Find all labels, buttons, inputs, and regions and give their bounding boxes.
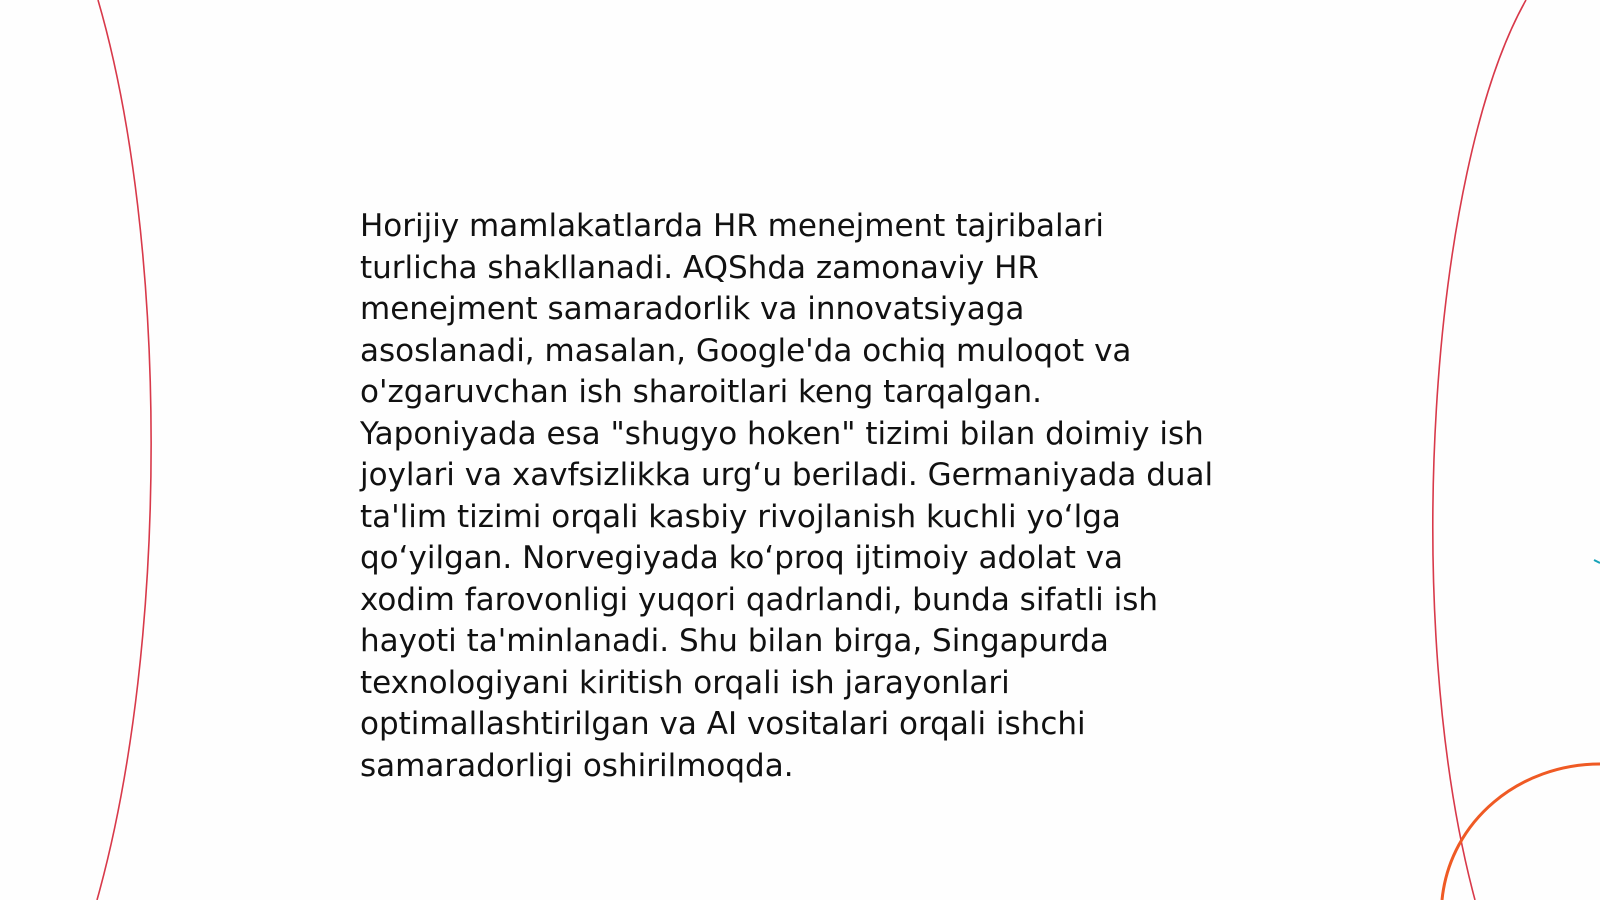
body-text-line: Yaponiyada esa "shugyo hoken" tizimi bilan doimiy ish: [360, 415, 1204, 452]
body-text-line: ta'lim tizimi orqali kasbiy rivojlanish kuchli yo‘lga: [360, 498, 1121, 535]
body-text-line: hayoti ta'minlanadi. Shu bilan birga, Singapurda: [360, 623, 1109, 659]
body-text-line: joylari va xavfsizlikka urg‘u beriladi. Germaniyada dual: [360, 457, 1214, 493]
body-text-line: qo‘yilgan. Norvegiyada ko‘proq ijtimoiy adolat va: [360, 540, 1124, 576]
body-text-line: Horijiy mamlakatlarda HR menejment tajribalari: [360, 208, 1104, 244]
right-curve: [1433, 0, 1526, 900]
slide-body-text: [360, 206, 1260, 787]
left-curve: [97, 0, 151, 900]
accent-mark: [1594, 560, 1600, 563]
body-text-line: turlicha shakllanadi. AQShda zamonaviy HR: [360, 249, 1039, 286]
body-text-line: optimallashtirilgan va AI vositalari orqali ishchi: [360, 706, 1086, 742]
body-text-line: menejment samaradorlik va innovatsiyaga: [360, 291, 1025, 327]
body-text-line: samaradorligi oshirilmoqda.: [360, 747, 794, 784]
corner-arc: [1442, 764, 1600, 900]
body-text-line: asoslanadi, masalan, Google'da ochiq muloqot va: [360, 332, 1132, 369]
body-text-line: texnologiyani kiritish orqali ish jarayonlari: [360, 664, 1010, 701]
body-text-line: xodim farovonligi yuqori qadrlandi, bunda sifatli ish: [360, 581, 1158, 618]
body-text-line: o'zgaruvchan ish sharoitlari keng tarqalgan.: [360, 374, 1042, 410]
